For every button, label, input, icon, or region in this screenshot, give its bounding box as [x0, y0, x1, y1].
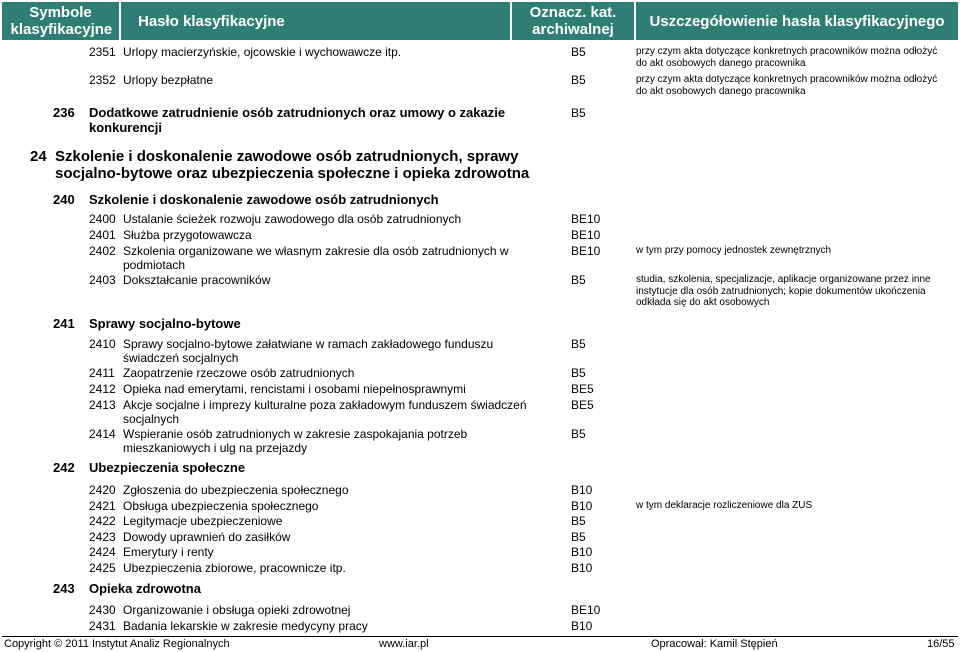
header-col-title: [121, 2, 510, 40]
row-title: Szkolenia organizowane we własnym zakresie dla osób zatrudnionych w podmiotach: [123, 244, 509, 272]
row-category: B5: [571, 73, 586, 87]
row-title: Dowody uprawnień do zasiłków: [123, 530, 291, 544]
row-category: B5: [571, 514, 586, 528]
row-code: 2430: [89, 603, 116, 617]
row-category: BE10: [571, 603, 601, 617]
row-title: Organizowanie i obsługa opieki zdrowotnej: [123, 603, 351, 617]
row-code: 2352: [89, 73, 116, 87]
row-title: Akcje socjalne i imprezy kulturalne poza zakładowym funduszem świadczeń socjalnych: [123, 398, 527, 426]
row-title: Urlopy bezpłatne: [123, 73, 214, 87]
row-note: przy czym akta dotyczące konkretnych pracowników można odłożyć do akt osobowych danego pracownika: [636, 74, 938, 97]
row-code: 2351: [89, 45, 116, 59]
row-category: B5: [571, 337, 586, 351]
group-title: Opieka zdrowotna: [89, 581, 201, 596]
footer-page-number: 16/55: [927, 638, 955, 650]
row-title: Obsługa ubezpieczenia społecznego: [123, 499, 319, 513]
row-category: B10: [571, 483, 593, 497]
row-category: BE5: [571, 382, 594, 396]
row-title: Opieka nad emerytami, rencistami i osobami niepełnosprawnymi: [123, 382, 466, 396]
row-title: Legitymacje ubezpieczeniowe: [123, 514, 283, 528]
row-code: 2431: [89, 619, 116, 633]
row-category: BE5: [571, 398, 594, 412]
row-note: w tym deklaracje rozliczeniowe dla ZUS: [636, 500, 813, 511]
group-title: Dodatkowe zatrudnienie osób zatrudnionych oraz umowy o zakazie konkurencji: [89, 105, 506, 135]
row-category: B5: [571, 273, 586, 287]
row-code: 2422: [89, 514, 116, 528]
group-title: Ubezpieczenia społeczne: [89, 460, 246, 475]
section-code: 24: [30, 148, 47, 165]
row-title: Ubezpieczenia zbiorowe, pracownicze itp.: [123, 561, 346, 575]
row-category: B5: [571, 366, 586, 380]
footer-copyright: Copyright © 2011 Instytut Analiz Regionalnych: [4, 638, 230, 650]
header-col-details-label: Uszczegółowienie hasła klasyfikacyjnego: [649, 12, 945, 30]
footer-author: Opracował: Kamil Stępień: [651, 638, 778, 650]
row-title: Ustalanie ścieżek rozwoju zawodowego dla osób zatrudnionych: [123, 212, 462, 226]
group-code: 240: [53, 192, 75, 207]
row-code: 2410: [89, 337, 116, 351]
group-category: B5: [571, 106, 586, 120]
group-code: 243: [53, 581, 75, 596]
row-code: 2424: [89, 545, 116, 559]
row-title: Badania lekarskie w zakresie medycyny pracy: [123, 619, 368, 633]
section-title: Szkolenie i doskonalenie zawodowe osób zatrudnionych, sprawy socjalno-bytowe oraz ubezpieczenia społeczne i opieka zdrowotna: [55, 148, 530, 182]
header-col-symbols: [2, 2, 119, 40]
row-title: Sprawy socjalno-bytowe załatwiane w ramach zakładowego funduszu świadczeń socjalnych: [123, 337, 494, 365]
row-note: przy czym akta dotyczące konkretnych pracowników można odłożyć do akt osobowych danego pracownika: [636, 46, 938, 69]
footer-divider: [2, 636, 958, 637]
row-code: 2411: [89, 366, 115, 380]
row-note: w tym przy pomocy jednostek zewnętrznych: [636, 245, 832, 256]
row-category: BE10: [571, 212, 601, 226]
group-code: 241: [53, 316, 75, 331]
row-code: 2403: [89, 273, 116, 287]
row-category: B5: [571, 427, 586, 441]
group-code: 236: [53, 105, 75, 120]
row-title: Zgłoszenia do ubezpieczenia społecznego: [123, 483, 349, 497]
row-title: Zaopatrzenie rzeczowe osób zatrudnionych: [123, 366, 355, 380]
row-title: Dokształcanie pracowników: [123, 273, 271, 287]
group-code: 242: [53, 460, 75, 475]
row-code: 2400: [89, 212, 116, 226]
row-title: Emerytury i renty: [123, 545, 214, 559]
row-code: 2401: [89, 228, 116, 242]
row-code: 2425: [89, 561, 116, 575]
row-category: BE10: [571, 228, 601, 242]
row-code: 2413: [89, 398, 116, 412]
row-category: B10: [571, 619, 593, 633]
group-title: Szkolenie i doskonalenie zawodowe osób zatrudnionych: [89, 192, 439, 207]
row-category: B5: [571, 530, 586, 544]
header-col-title-label: Hasło klasyfikacyjne: [138, 12, 285, 30]
row-note: studia, szkolenia, specjalizacje, aplikacje organizowane przez inne instytucje dla osób zatrudnionych; kopie dokumentów ukończenia odkłada się do akt osobowych: [636, 274, 931, 308]
row-code: 2421: [89, 499, 116, 513]
row-title: Urlopy macierzyńskie, ojcowskie i wychowawcze itp.: [123, 45, 402, 59]
row-title: Wspieranie osób zatrudnionych w zakresie zaspokajania potrzeb mieszkaniowych i ulg na przejazdy: [123, 427, 468, 455]
row-code: 2423: [89, 530, 116, 544]
row-category: B5: [571, 45, 586, 59]
row-code: 2414: [89, 427, 116, 441]
footer-url[interactable]: www.iar.pl: [379, 638, 429, 650]
row-title: Służba przygotowawcza: [123, 228, 252, 242]
row-category: B10: [571, 545, 593, 559]
row-category: B10: [571, 499, 593, 513]
header-col-details: [636, 2, 958, 40]
row-category: B10: [571, 561, 593, 575]
header-col-category-label: Oznacz. kat. archiwalnej: [529, 4, 617, 38]
row-category: BE10: [571, 244, 601, 258]
row-code: 2402: [89, 244, 116, 258]
header-col-category: [512, 2, 634, 40]
row-code: 2420: [89, 483, 116, 497]
header-col-symbols-label: Symbole klasyfikacyjne: [10, 4, 113, 38]
group-title: Sprawy socjalno-bytowe: [89, 316, 241, 331]
row-code: 2412: [89, 382, 116, 396]
